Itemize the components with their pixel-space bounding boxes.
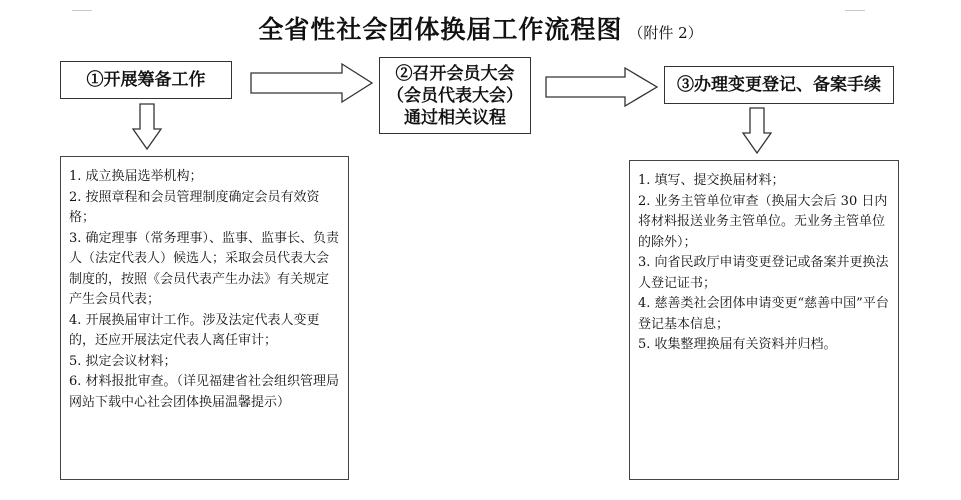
step-2-line-2: （会员代表大会） (387, 85, 523, 106)
step-3-detail-box (629, 160, 899, 480)
right-detail-item-3: 3. 向省民政厅申请变更登记或备案并更换法人登记证书； (638, 255, 889, 291)
right-detail-item-4: 4. 慈善类社会团体申请变更“慈善中国”平台登记基本信息； (638, 296, 889, 332)
step-2-line-1: ②召开会员大会 (395, 63, 515, 84)
step-2-line-3: 通过相关议程 (404, 107, 506, 128)
step-1-box (60, 61, 232, 99)
step-1-detail-box (60, 156, 349, 480)
step-3-box (664, 66, 894, 104)
step-1-lines (87, 69, 206, 91)
left-detail-item-5: 5. 拟定会议材料； (69, 353, 177, 369)
right-detail-item-2: 2. 业务主管单位审查（换届大会后 30 日内将材料报送业务主管单位。无业务主管单位的除外）； (638, 193, 888, 250)
arrow-down-2 (742, 107, 772, 155)
step-2-lines (387, 63, 523, 129)
left-detail-item-1: 1. 成立换届选举机构； (69, 169, 203, 184)
left-detail-item-3: 3. 确定理事（常务理事）、监事、监事长、负责人（法定代表人）候选人；采取会员代表大会制度的，按照《会员代表产生办法》有关规定产生会员代表； (69, 230, 340, 307)
arrow-right-2 (545, 67, 659, 107)
left-detail-item-4: 4. 开展换届审计工作。涉及法定代表人变更的，还应开展法定代表人离任审计； (69, 312, 320, 348)
left-detail-item-2: 2. 按照章程和会员管理制度确定会员有效资格； (69, 189, 320, 225)
step-2-box (379, 57, 531, 134)
attachment-label: （附件 2） (628, 24, 703, 42)
page-title: 全省性社会团体换届工作流程图 (258, 15, 623, 44)
step-3-lines (677, 74, 881, 96)
title-area (0, 10, 961, 46)
step-1-label: ①开展筹备工作 (86, 70, 206, 90)
right-detail-item-5: 5. 收集整理换届有关资料并归档。 (638, 337, 837, 352)
step-3-label: ③办理变更登记、备案手续 (677, 75, 881, 95)
arrow-right-1 (250, 63, 374, 103)
left-detail-item-6: 6. 材料报批审查。（详见福建省社会组织管理局网站下载中心社会团体换届温馨提示） (69, 374, 340, 410)
arrow-down-1 (132, 103, 162, 151)
right-detail-item-1: 1. 填写、提交换届材料； (638, 173, 785, 188)
